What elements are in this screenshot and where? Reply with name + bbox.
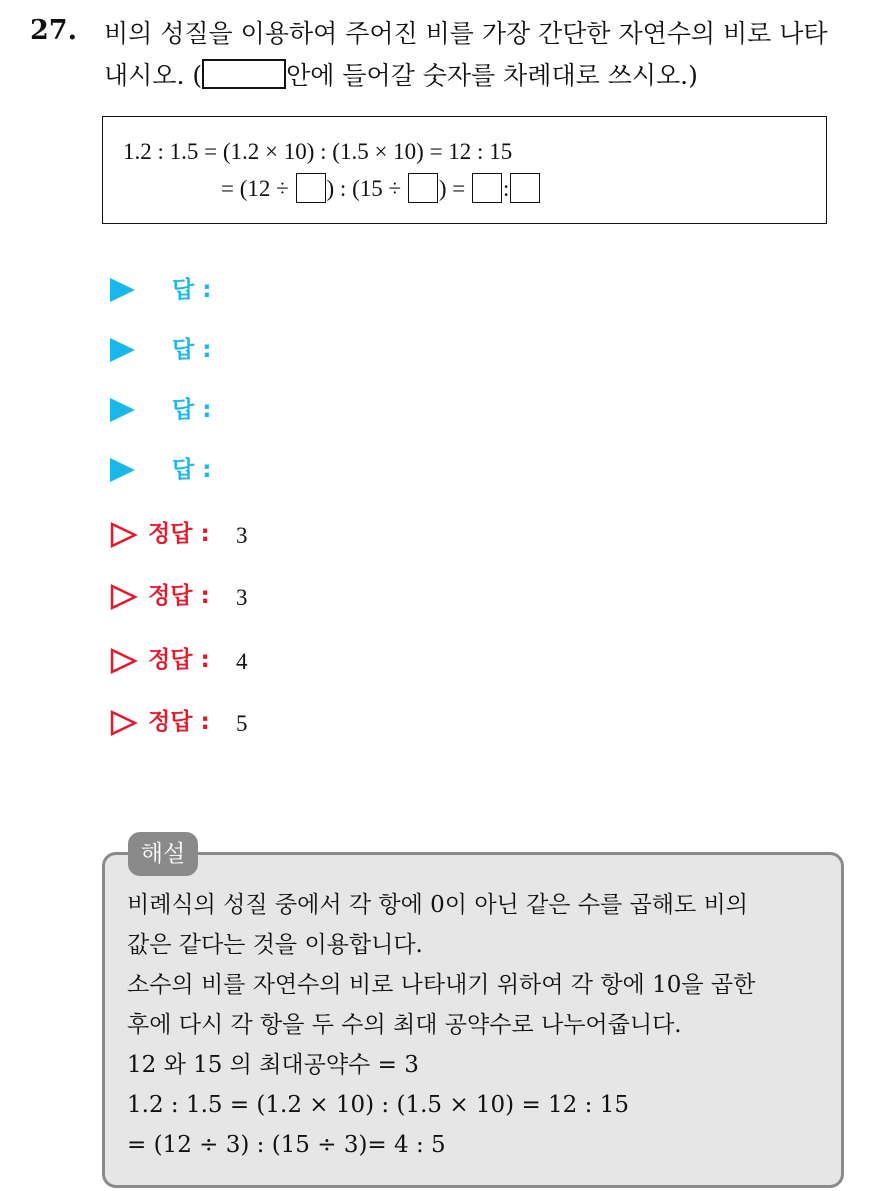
answer-label: 답 : <box>172 277 212 303</box>
formula-line-1: 1.2 : 1.5 = (1.2 × 10) : (1.5 × 10) = 12 : 15 <box>123 139 513 164</box>
formula-part-3: ) = <box>438 176 466 201</box>
outline-triangle-icon <box>110 522 138 548</box>
question-text <box>104 14 874 98</box>
formula-part-1: = (12 ÷ <box>221 176 289 201</box>
explanation-text <box>127 885 827 1165</box>
question-number: 27. <box>30 15 77 46</box>
question-line-2 <box>104 56 874 98</box>
explanation-line: 12 와 15 의 최대공약수 = 3 <box>127 1052 419 1078</box>
blank-3[interactable] <box>472 173 502 203</box>
answer-label: 답 : <box>172 337 212 363</box>
answer-label: 답 : <box>172 397 212 423</box>
explanation-box <box>102 852 844 1188</box>
play-triangle-icon <box>110 278 135 302</box>
explanation-line: = (12 ÷ 3) : (15 ÷ 3)= 4 : 5 <box>127 1132 446 1158</box>
formula-colon: : <box>503 176 510 201</box>
correct-value: 3 <box>236 585 248 610</box>
formula-part-2: ) : (15 ÷ <box>326 176 402 201</box>
blank-1[interactable] <box>296 173 326 203</box>
correct-label: 정답 : <box>148 647 210 673</box>
answer-label: 답 : <box>172 457 212 483</box>
question-line-1: 비의 성질을 이용하여 주어진 비를 가장 간단한 자연수의 비로 나타 <box>104 19 828 48</box>
play-triangle-icon <box>110 458 135 482</box>
play-triangle-icon <box>110 398 135 422</box>
explanation-line: 후에 다시 각 항을 두 수의 최대 공약수로 나누어줍니다. <box>127 1012 682 1038</box>
explanation-tab: 해설 <box>128 832 198 876</box>
formula-box <box>102 116 827 224</box>
correct-label: 정답 : <box>148 583 210 609</box>
blank-4[interactable] <box>510 173 540 203</box>
blank-box-sample <box>202 59 286 89</box>
question-line-2-before: 내시오. ( <box>104 61 203 90</box>
formula-line-2 <box>221 173 541 204</box>
play-triangle-icon <box>110 338 135 362</box>
correct-value: 4 <box>236 649 248 674</box>
outline-triangle-icon <box>110 648 138 674</box>
explanation-line: 소수의 비를 자연수의 비로 나타내기 위하여 각 항에 10을 곱한 <box>127 972 756 998</box>
correct-label: 정답 : <box>148 709 210 735</box>
question-line-2-after: 안에 들어갈 숫자를 차례대로 쓰시오.) <box>286 61 698 90</box>
blank-2[interactable] <box>408 173 438 203</box>
correct-value: 5 <box>236 711 248 736</box>
explanation-line: 값은 같다는 것을 이용합니다. <box>127 932 423 958</box>
correct-label: 정답 : <box>148 521 210 547</box>
explanation-line: 1.2 : 1.5 = (1.2 × 10) : (1.5 × 10) = 12 : 15 <box>127 1092 629 1118</box>
correct-value: 3 <box>236 523 248 548</box>
outline-triangle-icon <box>110 710 138 736</box>
outline-triangle-icon <box>110 584 138 610</box>
explanation-line: 비례식의 성질 중에서 각 항에 0이 아닌 같은 수를 곱해도 비의 <box>127 892 748 918</box>
